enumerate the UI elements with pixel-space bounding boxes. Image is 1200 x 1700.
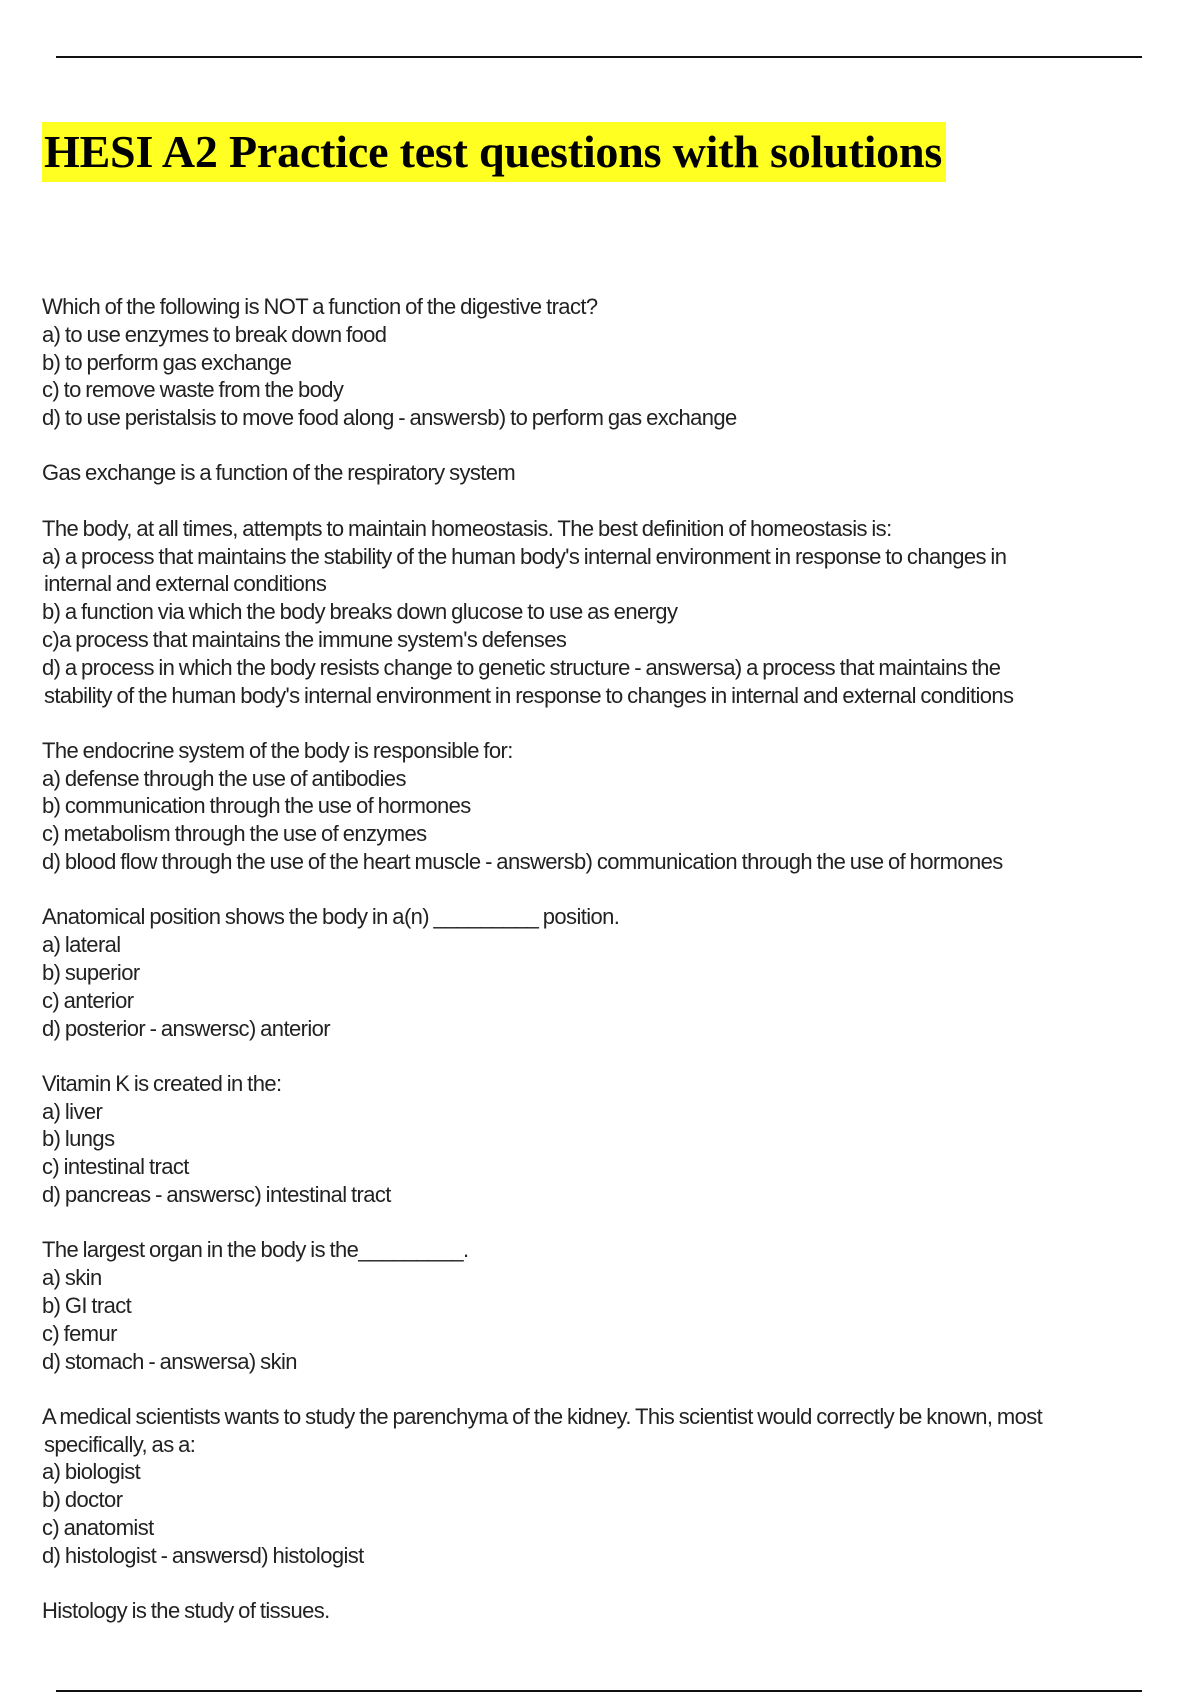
- question-block: [42, 515, 1172, 710]
- question-block: [42, 903, 1172, 1042]
- question-block: [42, 1070, 1172, 1209]
- text-line: specifically, as a:: [44, 1431, 196, 1457]
- question-text: The endocrine system of the body is responsible for:: [42, 737, 513, 763]
- text-line: stability of the human body's internal environment in response to changes in internal and external conditions: [44, 682, 1014, 708]
- answer-option: b) to perform gas exchange: [42, 349, 292, 375]
- answer-option: c) femur: [42, 1320, 117, 1346]
- answer-option: b) doctor: [42, 1487, 123, 1513]
- answer-option: a) defense through the use of antibodies: [42, 765, 406, 791]
- question-text: Gas exchange is a function of the respiratory system: [42, 460, 516, 486]
- bottom-rule: [56, 1690, 1142, 1692]
- question-block: [42, 1597, 1172, 1625]
- answer-option: d) to use peristalsis to move food along - answersb) to perform gas exchange: [42, 405, 737, 431]
- question-text: Anatomical position shows the body in a(n) _________ position.: [42, 904, 620, 930]
- answer-option: c) to remove waste from the body: [42, 377, 344, 403]
- question-block: [42, 737, 1172, 876]
- answer-option: c)a process that maintains the immune system's defenses: [42, 626, 567, 652]
- answer-option: a) skin: [42, 1265, 102, 1291]
- answer-option: b) communication through the use of hormones: [42, 793, 471, 819]
- answer-option: b) lungs: [42, 1126, 115, 1152]
- answer-option: d) a process in which the body resists change to genetic structure - answersa) a process that maintains the: [42, 654, 1001, 680]
- answer-option: a) liver: [42, 1098, 103, 1124]
- answer-option: c) metabolism through the use of enzymes: [42, 821, 427, 847]
- answer-option: a) a process that maintains the stability of the human body's internal environment in response to changes in: [42, 543, 1007, 569]
- question-text: The largest organ in the body is the_________.: [42, 1237, 469, 1263]
- top-rule: [56, 56, 1142, 58]
- answer-option: a) biologist: [42, 1459, 141, 1485]
- answer-option: c) intestinal tract: [42, 1154, 189, 1180]
- document-title: HESI A2 Practice test questions with solutions: [42, 122, 946, 182]
- question-text: Vitamin K is created in the:: [42, 1070, 282, 1096]
- question-block: [42, 293, 1172, 432]
- answer-option: a) to use enzymes to break down food: [42, 321, 387, 347]
- answer-option: d) histologist - answersd) histologist: [42, 1542, 364, 1568]
- answer-option: c) anatomist: [42, 1514, 154, 1540]
- answer-option: d) pancreas - answersc) intestinal tract: [42, 1182, 391, 1208]
- answer-option: d) posterior - answersc) anterior: [42, 1015, 330, 1041]
- answer-option: b) a function via which the body breaks down glucose to use as energy: [42, 599, 678, 625]
- answer-option: d) stomach - answersa) skin: [42, 1348, 297, 1374]
- question-block: [42, 1403, 1172, 1570]
- question-text: Which of the following is NOT a function of the digestive tract?: [42, 294, 598, 319]
- answer-option: c) anterior: [42, 987, 134, 1013]
- answer-option: b) superior: [42, 959, 140, 985]
- question-block: [42, 1236, 1172, 1375]
- answer-option: d) blood flow through the use of the heart muscle - answersb) communication through the use of hormones: [42, 849, 1003, 875]
- question-text: Histology is the study of tissues.: [42, 1598, 330, 1624]
- question-block: [42, 459, 1172, 487]
- text-line: internal and external conditions: [44, 571, 327, 597]
- document-body: [42, 293, 1172, 1652]
- question-text: The body, at all times, attempts to maintain homeostasis. The best definition of homeostasis is:: [42, 515, 892, 541]
- answer-option: b) GI tract: [42, 1292, 132, 1318]
- question-text: A medical scientists wants to study the parenchyma of the kidney. This scientist would correctly be known, most: [42, 1403, 1043, 1429]
- answer-option: a) lateral: [42, 932, 121, 958]
